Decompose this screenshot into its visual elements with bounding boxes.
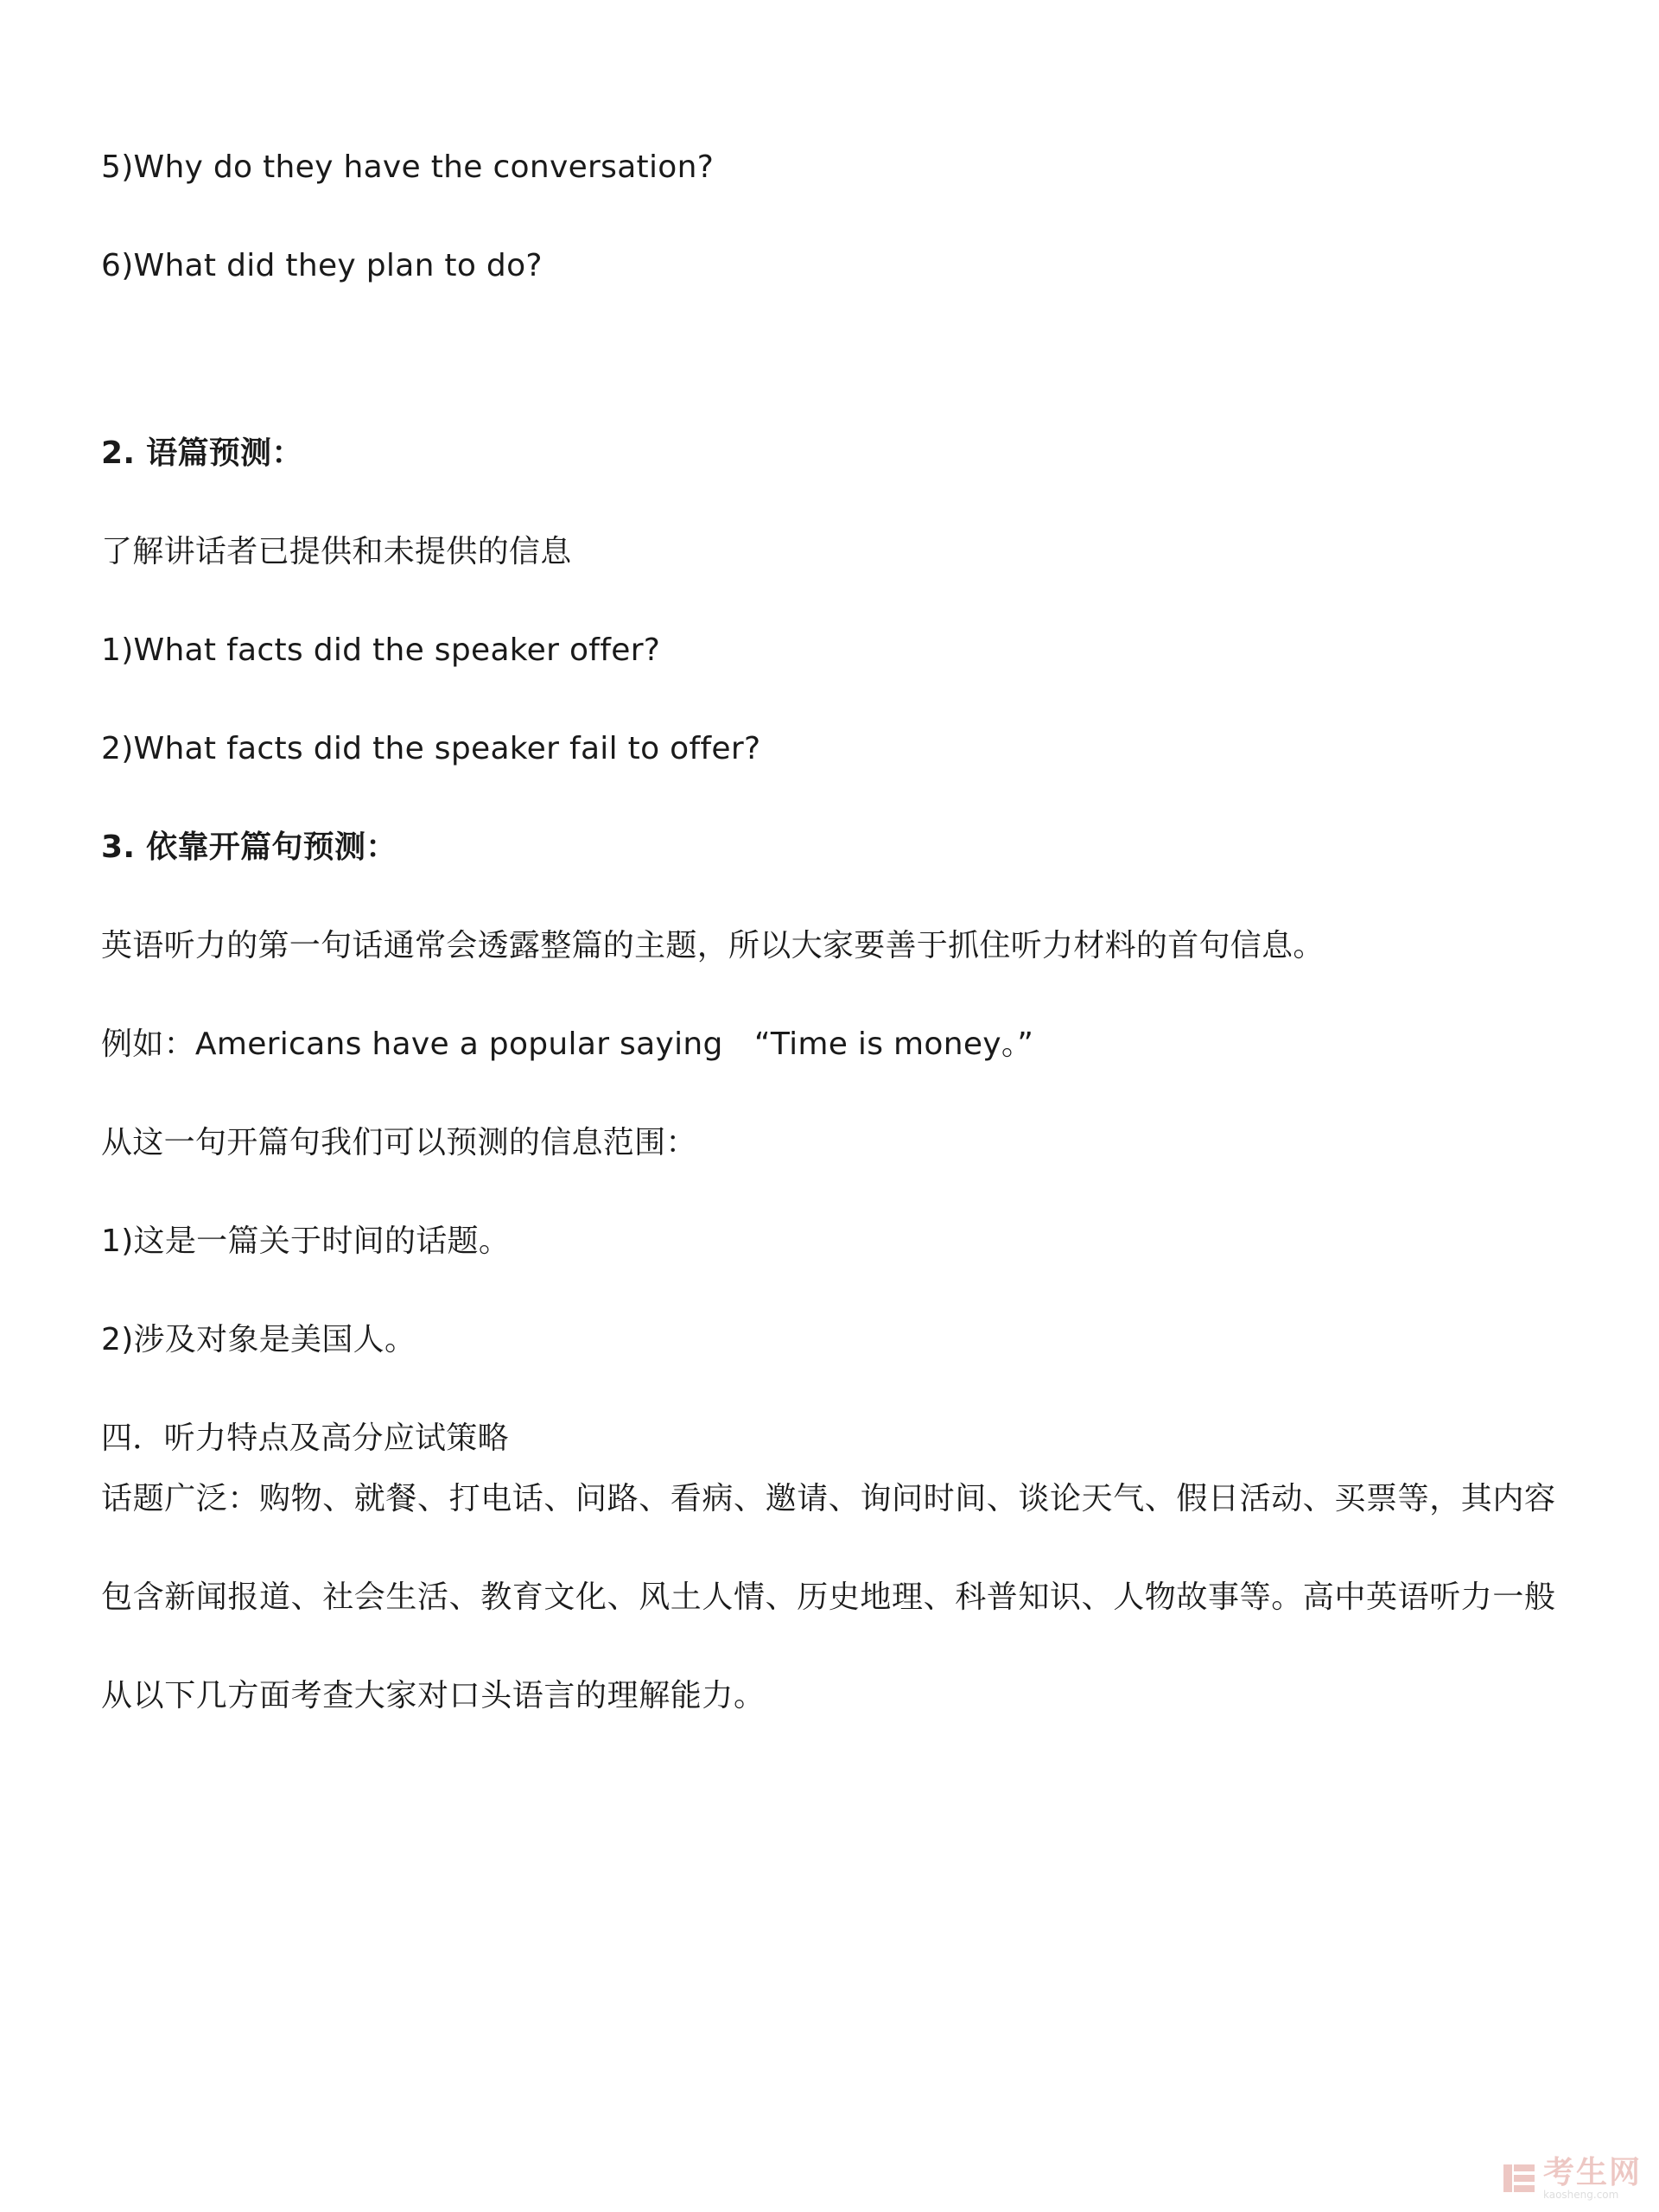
section-heading-3: 3. 依靠开篇句预测： [101, 830, 397, 865]
section-heading-2: 2. 语篇预测： [101, 435, 303, 471]
question-6: 6)What did they plan to do? [101, 248, 543, 283]
section-heading-4: 四．听力特点及高分应试策略 [101, 1421, 509, 1456]
section-2-intro: 了解讲话者已提供和未提供的信息 [101, 534, 572, 569]
site-watermark [1502, 2157, 1642, 2200]
kaosheng-logo-icon [1502, 2161, 1536, 2196]
prediction-item-1: 1)这是一篇关于时间的话题。 [101, 1224, 511, 1259]
prediction-range-intro: 从这一句开篇句我们可以预测的信息范围： [101, 1125, 697, 1160]
prediction-item-2: 2)涉及对象是美国人。 [101, 1322, 416, 1357]
watermark-name: 考生网 [1542, 2155, 1642, 2190]
section-3-intro: 英语听力的第一句话通常会透露整篇的主题，所以大家要善于抓住听力材料的首句信息。 [101, 928, 1325, 963]
fact-question-1: 1)What facts did the speaker offer? [101, 632, 661, 668]
topics-paragraph: 话题广泛：购物、就餐、打电话、问路、看病、邀请、询问时间、谈论天气、假日活动、买票等，其内容包含新闻报道、社会生活、教育文化、风土人情、历史地理、科普知识、人物故事等。高中英语听力一般从以下几方面考查大家对口头语言的理解能力。 [101, 1481, 1556, 1713]
question-5: 5)Why do they have the conversation? [101, 149, 715, 185]
watermark-url: kaosheng.com [1542, 2189, 1619, 2201]
example-sentence: 例如：Americans have a popular saying “Time is money。” [101, 1027, 1034, 1062]
fact-question-2: 2)What facts did the speaker fail to offer? [101, 731, 761, 766]
